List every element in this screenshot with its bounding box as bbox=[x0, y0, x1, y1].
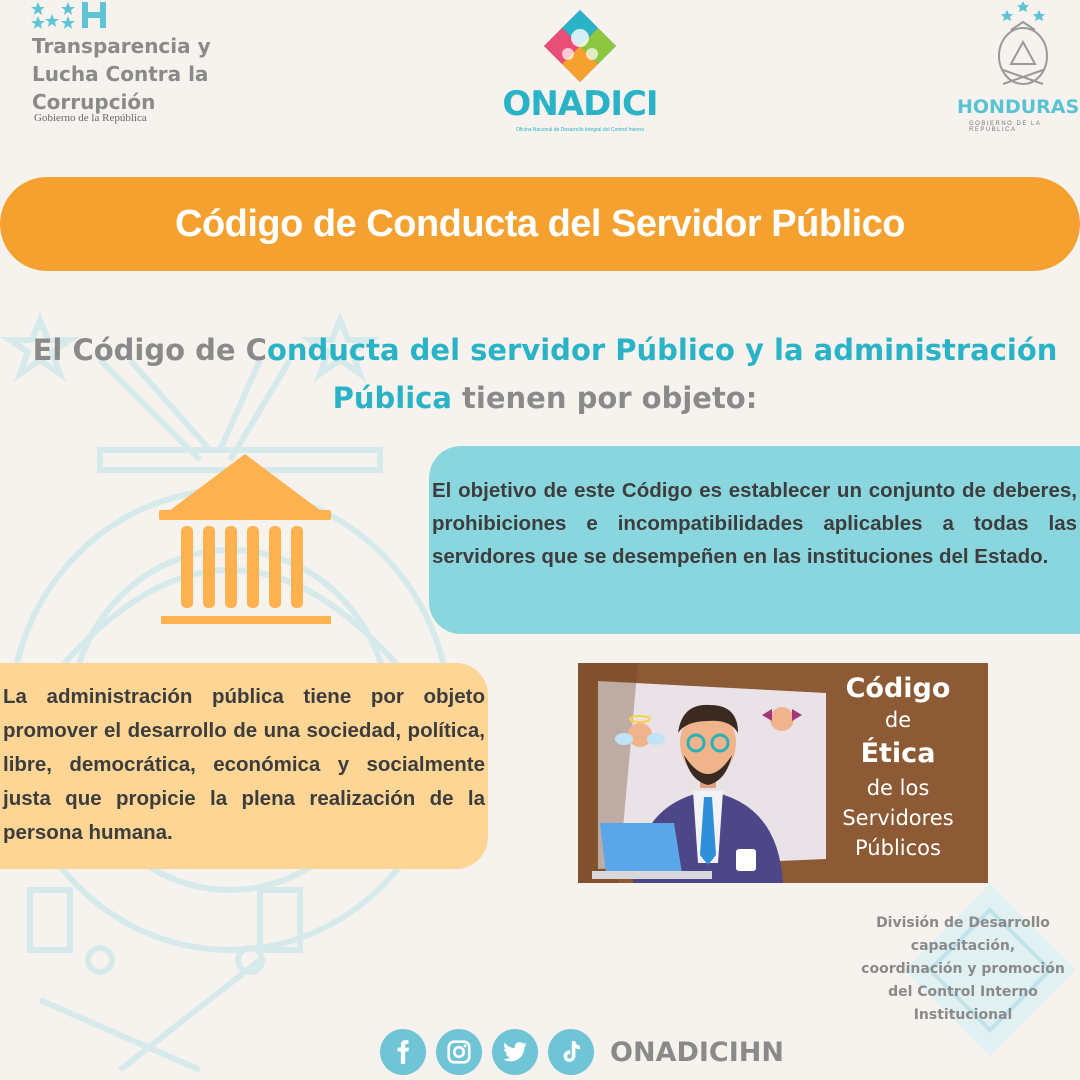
instagram-icon[interactable] bbox=[436, 1029, 482, 1075]
card-line-3: Ética bbox=[860, 738, 936, 769]
facebook-icon[interactable] bbox=[380, 1029, 426, 1075]
division-line-1: División de Desarrollo bbox=[876, 915, 1050, 931]
social-handle: ONADICIHN bbox=[610, 1036, 784, 1068]
honduras-seal-icon bbox=[993, 0, 1053, 92]
card-line-5: Servidores bbox=[842, 806, 954, 830]
man-at-laptop-illustration bbox=[578, 663, 828, 883]
tiktok-icon[interactable] bbox=[548, 1029, 594, 1075]
subtitle-highlight: onducta del servidor Público y la administración Pública bbox=[266, 333, 1058, 415]
onadici-subtitle: Oficina Nacional de Desarrollo Integral del Control Interno bbox=[515, 127, 645, 133]
government-building-icon bbox=[155, 452, 335, 630]
division-text bbox=[843, 912, 1080, 1027]
division-line-4: del Control Interno bbox=[888, 984, 1038, 1000]
subtitle-part-1: El Código de C bbox=[32, 333, 267, 367]
twitter-icon[interactable] bbox=[492, 1029, 538, 1075]
honduras-subtitle: GOBIERNO DE LA REPÚBLICA bbox=[969, 121, 1042, 133]
ethics-code-card bbox=[578, 663, 988, 883]
division-line-2: capacitación, bbox=[910, 938, 1016, 954]
honduras-name: HONDURAS bbox=[957, 96, 1080, 118]
objective-text: El objetivo de este Código es establecer un conjunto de deberes, prohibiciones e incompatibilidades aplicables a todas las servidores que se desempeñen en las instituciones del Estado. bbox=[432, 479, 1077, 568]
subtitle bbox=[20, 326, 1070, 422]
subtitle-part-3: tienen por objeto: bbox=[451, 381, 758, 415]
onadici-name: ONADICI bbox=[502, 84, 658, 124]
card-line-4: de los bbox=[866, 776, 930, 800]
honduras-logo bbox=[955, 0, 1080, 140]
ethics-card-text bbox=[818, 673, 978, 863]
division-line-5: Institucional bbox=[913, 1007, 1013, 1023]
onadici-logo bbox=[490, 8, 670, 133]
title-banner bbox=[0, 177, 1080, 271]
page-title: Código de Conducta del Servidor Público bbox=[175, 202, 905, 245]
card-line-1: Código bbox=[845, 673, 951, 704]
transparency-subtitle: Gobierno de la República bbox=[34, 112, 147, 124]
transparency-line-1: Transparencia y bbox=[32, 34, 211, 58]
administration-box bbox=[0, 663, 488, 869]
transparency-line-3: Corrupción bbox=[32, 90, 156, 114]
card-line-2: de bbox=[884, 708, 912, 732]
card-line-6: Públicos bbox=[855, 836, 941, 860]
division-line-3: coordinación y promoción bbox=[861, 961, 1065, 977]
social-bar bbox=[380, 1026, 784, 1078]
administration-text: La administración pública tiene por objeto promover el desarrollo de una sociedad, política, libre, democrática, económica y socialmente justa que propicie la plena realización de la persona humana. bbox=[3, 685, 485, 844]
transparency-line-2: Lucha Contra la bbox=[32, 62, 209, 86]
onadici-diamond-icon bbox=[542, 8, 618, 84]
objective-box bbox=[429, 446, 1080, 634]
stars-h-icon bbox=[30, 0, 150, 30]
